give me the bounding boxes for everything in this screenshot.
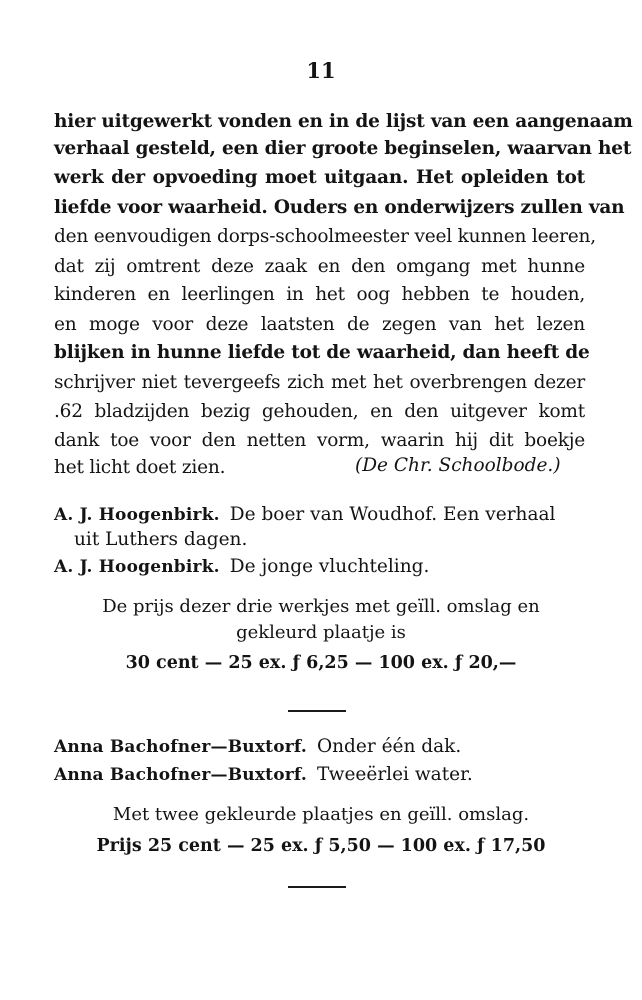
book-entry — [54, 735, 461, 759]
divider-rule — [288, 710, 346, 712]
body-line: dank toe voor den netten vorm, waarin hij dit boekje — [54, 430, 585, 451]
page-number: 11 — [306, 58, 336, 83]
body-line: het licht doet zien. — [54, 457, 226, 478]
entry-title: Tweeërlei water. — [316, 764, 473, 785]
divider-rule — [288, 886, 346, 888]
book-entry — [54, 555, 429, 579]
entry-author: A. J. Hoogenbirk. — [54, 557, 220, 577]
entry-author: Anna Bachofner—Buxtorf. — [54, 765, 307, 785]
citation: (De Chr. Schoolbode.) — [355, 455, 561, 476]
entry-author: Anna Bachofner—Buxtorf. — [54, 737, 307, 757]
entry-title: De jonge vluchteling. — [229, 556, 430, 577]
body-line: .62 bladzijden bezig gehouden, en den uitgever komt — [54, 401, 585, 422]
price-note-line2: gekleurd plaatje is — [236, 622, 406, 643]
body-line: dat zij omtrent deze zaak en den omgang met hunne — [54, 256, 585, 277]
body-line: schrijver niet tevergeefs zich met het overbrengen dezer — [54, 372, 585, 393]
body-line: verhaal gesteld, een dier groote beginselen, waarvan het — [54, 138, 632, 159]
entry-title: De boer van Woudhof. Een verhaal — [229, 504, 556, 525]
body-line: liefde voor waarheid. Ouders en onderwijzers zullen van — [54, 197, 625, 218]
entry-title: Onder één dak. — [316, 736, 462, 757]
body-line: en moge voor deze laatsten de zegen van het lezen — [54, 314, 585, 335]
body-line: den eenvoudigen dorps-schoolmeester veel kunnen leeren, — [54, 226, 596, 247]
body-line: blijken in hunne liefde tot de waarheid, dan heeft de — [54, 342, 590, 363]
price-note: Met twee gekleurde plaatjes en geïll. omslag. — [112, 804, 530, 825]
book-entry — [54, 503, 555, 527]
entry-author: A. J. Hoogenbirk. — [54, 505, 220, 525]
price-note-line1: De prijs dezer drie werkjes met geïll. omslag en — [102, 596, 540, 617]
body-line: hier uitgewerkt vonden en in de lijst van een aangenaam — [54, 111, 633, 132]
price-line: Prijs 25 cent — 25 ex. ƒ 5,50 — 100 ex. ƒ 17,50 — [96, 836, 546, 856]
entry-title-continuation: uit Luthers dagen. — [74, 529, 248, 550]
body-line: kinderen en leerlingen in het oog hebben te houden, — [54, 284, 585, 305]
body-line: werk der opvoeding moet uitgaan. Het opleiden tot — [54, 167, 585, 188]
book-entry — [54, 763, 473, 787]
price-line: 30 cent — 25 ex. ƒ 6,25 — 100 ex. ƒ 20,— — [125, 653, 517, 673]
